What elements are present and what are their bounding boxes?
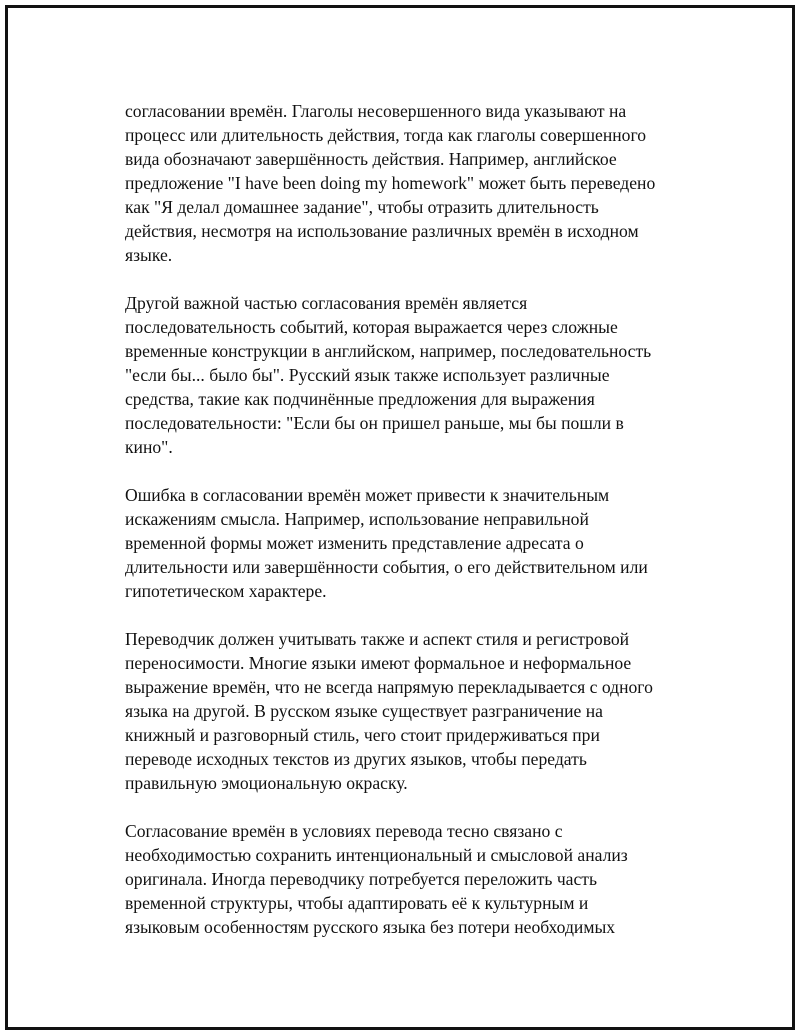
paragraph-4: Переводчик должен учитывать также и аспект стиля и регистровой переносимости. Многие языки имеют формальное и неформальное выражение времён, что не всегда напрямую перекладывается с одного языка на другой. В русском языке существует разграничение на книжный и разговорный стиль, чего стоит придерживаться при переводе исходных текстов из других языков, чтобы передать правильную эмоциональную окраску. — [125, 629, 653, 793]
document-body — [125, 99, 690, 939]
page-frame — [5, 5, 795, 1030]
paragraph-2: Другой важной частью согласования времён является последовательность событий, которая выражается через сложные временные конструкции в английском, например, последовательность "если бы... было бы". Русский язык также использует различные средства, такие как подчинённые предложения для выражения последовательности: "Если бы он пришел раньше, мы бы пошли в кино". — [125, 293, 652, 457]
paragraph-1: согласовании времён. Глаголы несовершенного вида указывают на процесс или длительность действия, тогда как глаголы совершенного вида обозначают завершённость действия. Например, английское предложение "I have been doing my homework" может быть переведено как "Я делал домашнее задание", чтобы отразить длительность действия, несмотря на использование различных времён в исходном языке. — [125, 101, 656, 265]
paragraph-3: Ошибка в согласовании времён может привести к значительным искажениям смысла. Например, использование неправильной временной формы может изменить представление адресата о длительности или завершённости события, о его действительном или гипотетическом характере. — [125, 485, 648, 601]
paragraph-5: Согласование времён в условиях перевода тесно связано с необходимостью сохранить интенциональный и смысловой анализ оригинала. Иногда переводчику потребуется переложить часть временной структуры, чтобы адаптировать её к культурным и языковым особенностям русского языка без потери необходимых — [125, 821, 628, 937]
